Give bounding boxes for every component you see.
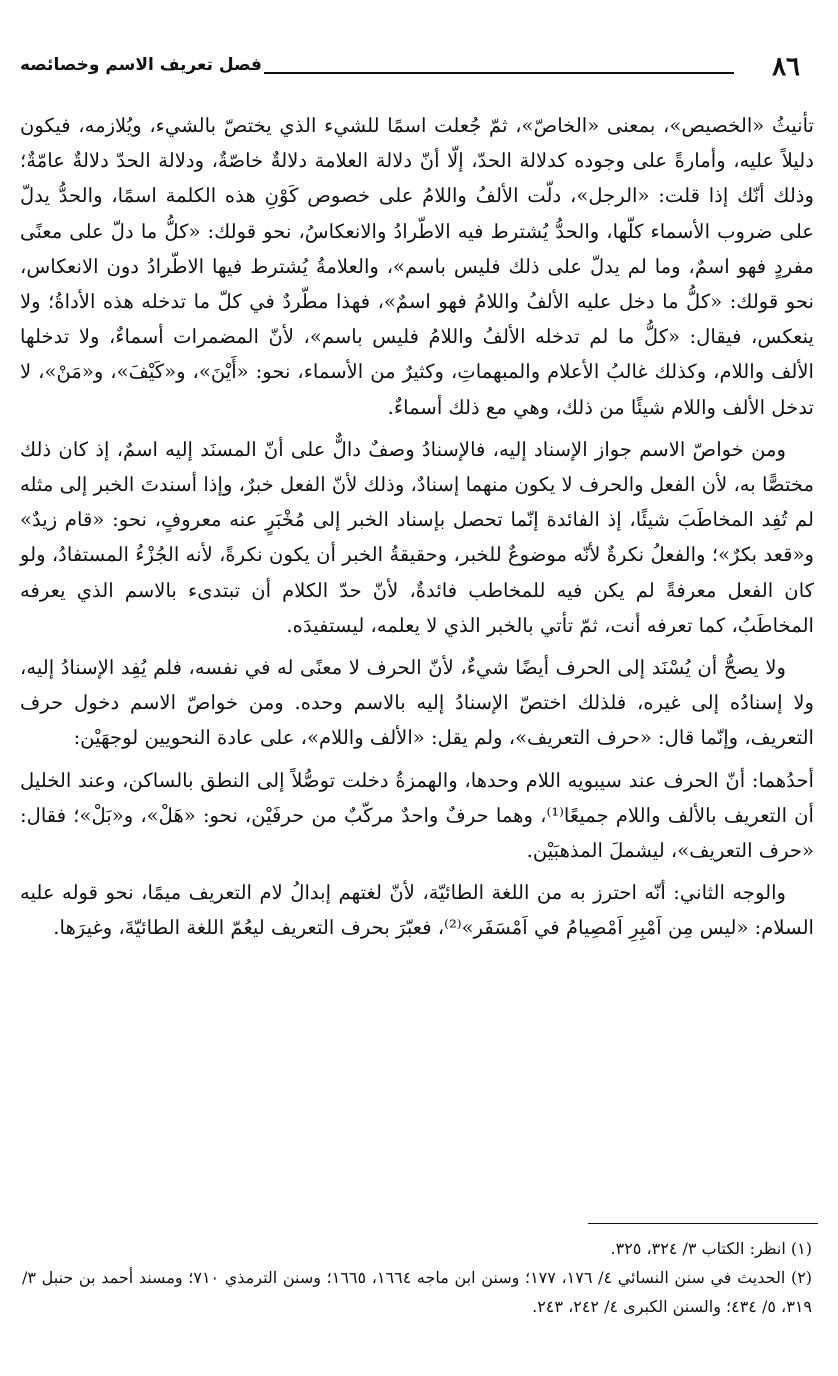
footnote-rule	[588, 1223, 818, 1224]
paragraph-2: ومن خواصّ الاسم جواز الإسناد إليه، فالإسنادُ وصفٌ دالٌّ على أنّ المسنَد إليه اسمٌ، إذ كان ذلك مختصًّا به، لأن الفعل والحرف لا يكون منهما إسنادٌ، وذلك لأنّ الفعل خبرٌ، وإذا أسندتَ الخبر إلى مثله لم تُفِد المخاطَبَ شيئًا، إذ الفائدة إنّما تحصل بإسناد الخبر إلى مُخْبَرٍ عنه معروفٍ، نحو: «قام زيدٌ» و«قعد بكرٌ»؛ والفعلُ نكرةٌ لأنّه موضوعٌ للخبر، وحقيقةُ الخبر أن يكون نكرةً، لأنه الجُزْءُ المستفادُ، ولو كان الفعل معرفةً لم يكن فيه للمخاطب فائدةٌ، لأنّ حدّ الكلام أن تبتدىء بالاسم الذي يعرفه المخاطَبُ، كما تعرفه أنت، ثمّ تأتي بالخبر الذي لا يعلمه، ليستفيدَه.	[19, 437, 814, 637]
header-rule	[264, 72, 734, 74]
paragraph-5: والوجه الثاني: أنّه احترز به من اللغة الطائيّة، لأنّ لغتهم إبدالُ لام التعريف ميمًا، نحو قوله عليه السلام: «ليس مِن اَمْبِرِ اَمْصِيامُ في اَمْسَفَر»⁽²⁾، فعبّرَ بحرف التعريف ليعُمّ اللغة الطائيّةَ، وغيرَها.	[20, 881, 814, 940]
body-text	[20, 108, 814, 953]
footnotes	[22, 1234, 812, 1321]
paragraph-1: تأنيثُ «الخصيص»، بمعنى «الخاصّ»، ثمّ جُعلت اسمًا للشيء الذي يختصّ بالشيء، ويُلازمه، فيكون دليلاً عليه، وأمارةً على وجوده كدلالة الحدّ، إلّا أنّ دلالة العلامة دلالةٌ خاصّةٌ، ودلالة الحدّ دلالةٌ عامّةٌ؛ وذلك أنّك إذا قلت: «الرجل»، دلّت الألفُ واللامُ على خصوص كَوْنِ هذه الكلمة اسمًا، والحدُّ يدلّ على ضروب الأسماء كلّها، والحدُّ يُشترط فيه الاطّرادُ والانعكاسُ، نحو قولك: «كلُّ ما دلّ على معنًى مفردٍ فهو اسمٌ، وما لم يدلّ على ذلك فليس باسم»، والعلامةُ يُشترط فيها الاطّرادُ دون الانعكاس، نحو قولك: «كلُّ ما دخل عليه الألفُ واللامُ فهو اسمٌ»، فهذا مطّردٌ في كلّ ما تدخله هذه الأداةُ؛ ولا ينعكس، فيقال: «كلُّ ما لم تدخله الألفُ واللامُ فليس باسم»، لأنّ المضمرات أسماءٌ، ولا تدخلها الألف واللام، وكذلك غالبُ الأعلام والمبهماتِ، وكثيرٌ من الأسماء، نحو: «أَيْنَ»، و«كَيْفَ»، و«مَنْ»، لا تدخل الألف واللام شيئًا من ذلك، وهي مع ذلك أسماءٌ.	[20, 114, 814, 419]
page-number: ٨٦	[772, 52, 800, 82]
page-header	[20, 52, 820, 92]
footnote-2: (٢) الحديث في سنن النسائي ٤/ ١٧٦، ١٧٧؛ وسنن ابن ماجه ١٦٦٤، ١٦٦٥؛ وسنن الترمذي ٧١٠؛ ومسند أحمد بن حنبل ٣/ ٣١٩، ٥/ ٤٣٤؛ والسنن الكبرى ٤/ ٢٤٢، ٢٤٣.	[22, 1268, 813, 1316]
running-title: فصل تعريف الاسم وخصائصه	[20, 55, 262, 75]
paragraph-4: أحدُهما: أنّ الحرف عند سيبويه اللام وحدها، والهمزةُ دخلت توصُّلاً إلى النطق بالساكن، وعند الخليل أن التعريف بالألف واللام جميعًا⁽¹⁾، وهما حرفٌ واحدٌ مركّبٌ من حرفَيْن، نحو: «هَلْ»، و«بَلْ»؛ فقال: «حرف التعريف»، ليشملَ المذهبَيْن.	[20, 768, 814, 863]
footnote-1: (١) انظر: الكتاب ٣/ ٣٢٤، ٣٢٥.	[610, 1239, 812, 1258]
paragraph-3: ولا يصحُّ أن يُسْنَد إلى الحرف أيضًا شيءٌ، لأنّ الحرف لا معنًى له في نفسه، فلم يُفِد الإسنادُ إليه، ولا إسنادُه إلى غيره، فلذلك اختصّ الإسنادُ إليه بالاسم وحده. ومن خواصّ الاسم دخول حرف التعريف، وإنّما قال: «حرف التعريف»، ولم يقل: «الألف واللام»، على عادة النحويين لوجهَيْن:	[20, 656, 814, 750]
